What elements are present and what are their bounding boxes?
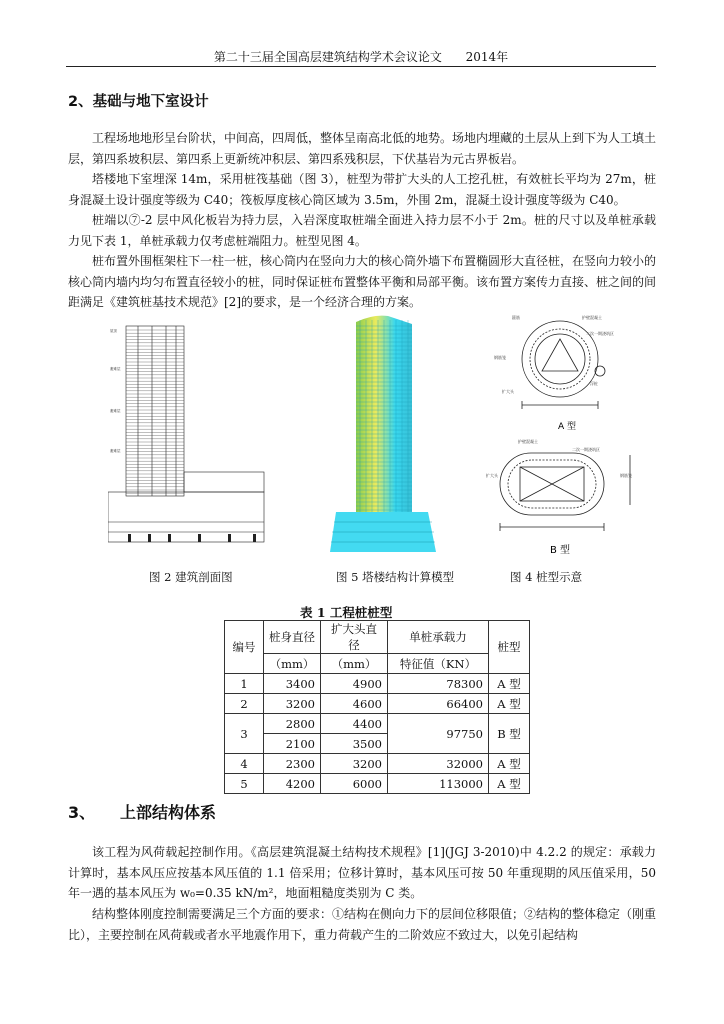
row-type: B 型 (489, 714, 530, 754)
table-row (225, 754, 530, 774)
header-capacity: 单桩承载力 (388, 621, 489, 654)
header-conference: 第二十三届全国高层建筑结构学术会议论文 (213, 50, 442, 64)
row-bell: 3500 (321, 734, 388, 754)
pile-table (224, 620, 530, 794)
header-bell: 扩大头直径 (321, 621, 388, 654)
header-bell-unit: （mm） (321, 654, 388, 674)
table-title: 表 1 工程桩桩型 (300, 605, 393, 620)
row-shaft: 3200 (264, 694, 321, 714)
header-year: 2014年 (465, 50, 509, 64)
row-no: 5 (225, 774, 264, 794)
figure-structure-model (328, 312, 438, 562)
svg-text:扩大头: 扩大头 (486, 473, 498, 478)
row-type: A 型 (489, 774, 530, 794)
svg-text:二次一期浇筑区: 二次一期浇筑区 (586, 331, 614, 336)
pile-a-label: A 型 (558, 422, 577, 432)
svg-text:二次一期浇筑区: 二次一期浇筑区 (572, 447, 600, 452)
paragraph-site: 工程场地地形呈台阶状，中间高，四周低，整体呈南高北低的地势。场地内埋藏的土层从上到下为人工填土层，第四系坡积层、第四系上更新统冲积层、第四系残积层，下伏基岩为元古界板岩。 (68, 131, 657, 166)
header-type: 桩型 (489, 621, 530, 674)
svg-text:箍筋: 箍筋 (512, 315, 520, 320)
paragraph-wind-load: 该工程为风荷载起控制作用。《高层建筑混凝土结构技术规程》[1](JGJ 3-2010)中 4.2.2 的规定：承载力计算时，基本风压应按基本风压值的 1.1 倍采用；位移计算时，基本风压可按 50 年重现期的风压值采用，50 年一遇的基本风压为 w₀=0.35 kN/m²，地面粗糙度类别为 C 类。 (68, 845, 656, 900)
table-row (225, 774, 530, 794)
section-2-title: 2、基础与地下室设计 (68, 94, 209, 110)
paragraph-stiffness: 结构整体刚度控制需要满足三个方面的要求：①结构在侧向力下的层间位移限值；②结构的整体稳定（刚重比），主要控制在风荷载或者水平地震作用下，重力荷载产生的二阶效应不致过大，以免引起结构 (68, 907, 657, 942)
running-header (66, 48, 656, 67)
row-no: 3 (225, 714, 264, 754)
row-shaft: 4200 (264, 774, 321, 794)
row-no: 4 (225, 754, 264, 774)
row-type: A 型 (489, 754, 530, 774)
pile-b-label: B 型 (550, 545, 571, 556)
row-no: 2 (225, 694, 264, 714)
row-capacity: 78300 (388, 674, 489, 694)
svg-text:护壁混凝土: 护壁混凝土 (518, 439, 538, 444)
section-3-title (68, 800, 216, 823)
row-shaft: 2300 (264, 754, 321, 774)
svg-text:钢筋笼: 钢筋笼 (494, 355, 506, 360)
row-bell: 6000 (321, 774, 388, 794)
figure-pile-types (482, 305, 642, 560)
svg-text:避难层: 避难层 (110, 449, 121, 453)
row-capacity: 66400 (388, 694, 489, 714)
figure-building-section (108, 322, 268, 550)
header-shaft-unit: （mm） (264, 654, 321, 674)
section-3-heading: 上部结构体系 (120, 803, 217, 822)
table-header-row (225, 621, 530, 654)
paragraph-foundation: 塔楼地下室埋深 14m，采用桩筏基础（图 3），桩型为带扩大头的人工挖孔桩，有效桩长平均为 27m，桩身混凝土设计强度等级为 C40；筏板厚度核心筒区域为 3.5m，外围 2m，混凝土设计强度等级为 C40。 (68, 172, 656, 207)
svg-text:浮桩: 浮桩 (590, 381, 598, 386)
svg-text:扩大头: 扩大头 (502, 389, 514, 394)
row-no: 1 (225, 674, 264, 694)
figure-2-caption: 图 2 建筑剖面图 (149, 570, 233, 584)
row-bell: 4900 (321, 674, 388, 694)
svg-text:护壁混凝土: 护壁混凝土 (582, 315, 602, 320)
header-capacity-unit: 特征值（KN） (388, 654, 489, 674)
row-capacity: 113000 (388, 774, 489, 794)
table-row (225, 694, 530, 714)
row-capacity: 32000 (388, 754, 489, 774)
table-header-row-2 (225, 654, 530, 674)
svg-text:钢筋笼: 钢筋笼 (620, 473, 632, 478)
table-row (225, 714, 530, 734)
figure-4-caption: 图 4 桩型示意 (510, 570, 583, 584)
row-shaft: 3400 (264, 674, 321, 694)
row-bell: 4600 (321, 694, 388, 714)
svg-text:屋顶: 屋顶 (110, 329, 117, 333)
row-bell: 3200 (321, 754, 388, 774)
table-row (225, 674, 530, 694)
svg-text:避难层: 避难层 (110, 409, 121, 413)
paragraph-layout: 桩布置外围框架柱下一柱一桩，核心筒内在竖向力大的核心筒外墙下布置椭圆形大直径桩，在竖向力较小的核心筒内墙内均匀布置直径较小的桩，同时保证桩布置整体平衡和局部平衡。该布置方案传力直接、桩之间的间距满足《建筑桩基技术规范》[2]的要求，是一个经济合理的方案。 (68, 254, 657, 309)
header-no: 编号 (225, 621, 264, 674)
row-bell: 4400 (321, 714, 388, 734)
header-shaft: 桩身直径 (264, 621, 321, 654)
svg-text:避难层: 避难层 (110, 367, 121, 371)
row-type: A 型 (489, 694, 530, 714)
row-capacity: 97750 (388, 714, 489, 754)
section-3-number: 3、 (68, 803, 96, 822)
row-shaft: 2100 (264, 734, 321, 754)
figure-5-caption: 图 5 塔楼结构计算模型 (336, 570, 455, 584)
paragraph-bearing: 桩端以⑦-2 层中风化板岩为持力层，入岩深度取桩端全面进入持力层不小于 2m。桩的尺寸以及单桩承载力见下表 1，单桩承载力仅考虑桩端阻力。桩型见图 4。 (68, 213, 656, 248)
row-shaft: 2800 (264, 714, 321, 734)
row-type: A 型 (489, 674, 530, 694)
